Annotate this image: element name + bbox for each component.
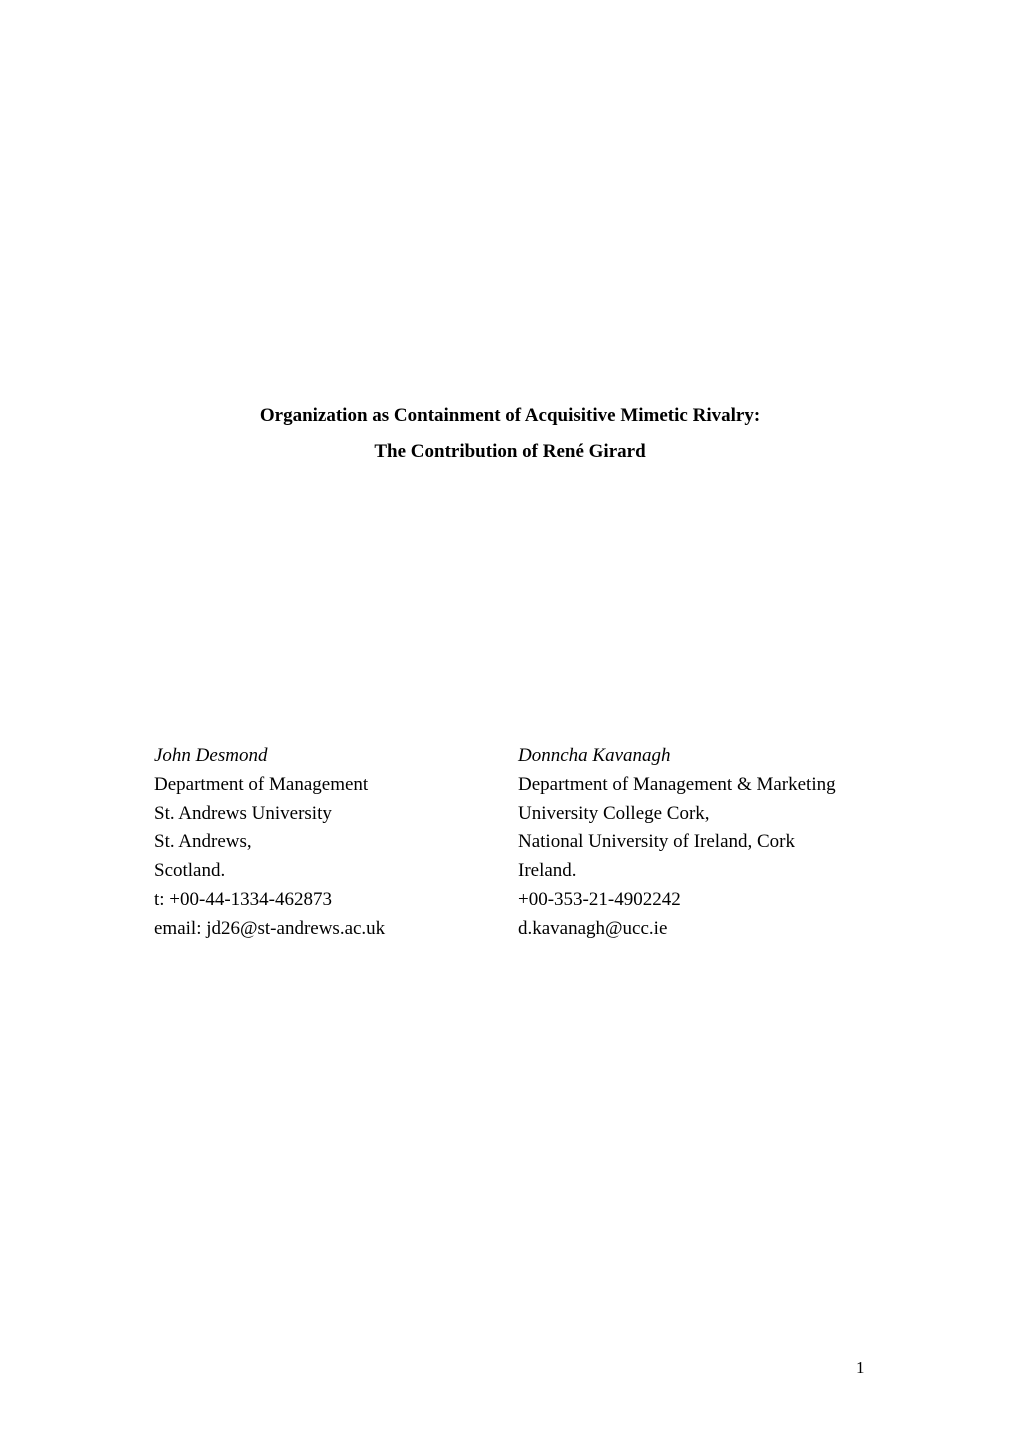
author-institution: St. Andrews University — [154, 802, 332, 824]
author-department: Department of Management — [154, 773, 369, 795]
paper-title — [0, 398, 1020, 470]
author-block-kavanagh — [518, 742, 836, 944]
title-line-2: The Contribution of René Girard — [374, 441, 646, 462]
author-phone: +00-353-21-4902242 — [518, 888, 681, 910]
page-number: 1 — [856, 1358, 865, 1377]
title-line-1: Organization as Containment of Acquisitive Mimetic Rivalry: — [259, 405, 761, 426]
author-country: Scotland. — [154, 860, 226, 882]
author-email: email: jd26@st-andrews.ac.uk — [154, 917, 386, 939]
author-department: Department of Management & Marketing — [518, 773, 836, 795]
author-institution: University College Cork, — [518, 802, 710, 824]
author-email: d.kavanagh@ucc.ie — [518, 917, 668, 939]
author-phone: t: +00-44-1334-462873 — [154, 888, 333, 910]
author-name: Donncha Kavanagh — [518, 745, 671, 766]
author-name: John Desmond — [154, 745, 268, 766]
author-university: National University of Ireland, Cork — [518, 831, 796, 853]
author-city: St. Andrews, — [154, 831, 252, 853]
author-country: Ireland. — [518, 860, 577, 882]
author-block-desmond — [154, 742, 385, 944]
